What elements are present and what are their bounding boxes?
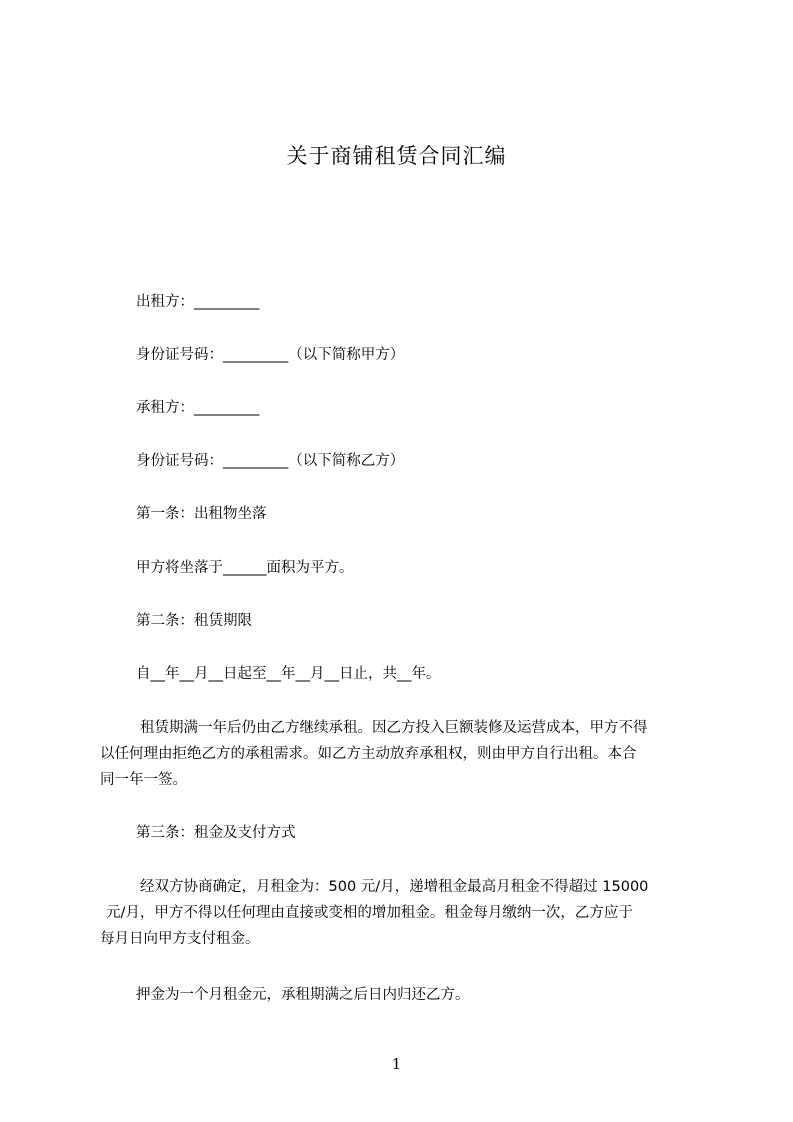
lessee-line: 承租方：_________ — [136, 400, 260, 416]
paragraph-line: 同一年一签。 — [100, 772, 187, 788]
article-1-body: 甲方将坐落于______面积为平方。 — [136, 560, 354, 576]
lessor-line: 出租方：_________ — [136, 294, 260, 310]
paragraph-line: 租赁期满一年后仍由乙方继续承租。因乙方投入巨额装修及运营成本，甲方不得 — [140, 720, 648, 736]
article-1-heading: 第一条：出租物坐落 — [136, 506, 267, 522]
article-2-heading: 第二条：租赁期限 — [136, 613, 252, 629]
deposit-line: 押金为一个月租金元，承租期满之后日内归还乙方。 — [136, 987, 470, 1003]
paragraph-line: 经双方协商确定，月租金为：500 元/月，递增租金最高月租金不得超过 15000 — [140, 879, 649, 895]
lessee-id-line: 身份证号码：_________（以下简称乙方） — [136, 453, 405, 469]
document-title: 关于商铺租赁合同汇编 — [286, 144, 507, 168]
paragraph-line: 以任何理由拒绝乙方的承租需求。如乙方主动放弃承租权，则由甲方自行出租。本合 — [100, 746, 637, 762]
paragraph-line: 元/月，甲方不得以任何理由直接或变相的增加租金。租金每月缴纳一次，乙方应于 — [106, 905, 633, 921]
lessor-id-line: 身份证号码：_________（以下简称甲方） — [136, 347, 405, 363]
paragraph-line: 每月日向甲方支付租金。 — [100, 931, 260, 947]
article-2-body: 自__年__月__日起至__年__月__日止，共__年。 — [136, 666, 441, 682]
article-2-renewal-paragraph — [100, 715, 700, 793]
page-number: 1 — [391, 1055, 402, 1073]
article-3-rent-paragraph — [100, 874, 700, 952]
article-3-heading: 第三条：租金及支付方式 — [136, 825, 296, 841]
